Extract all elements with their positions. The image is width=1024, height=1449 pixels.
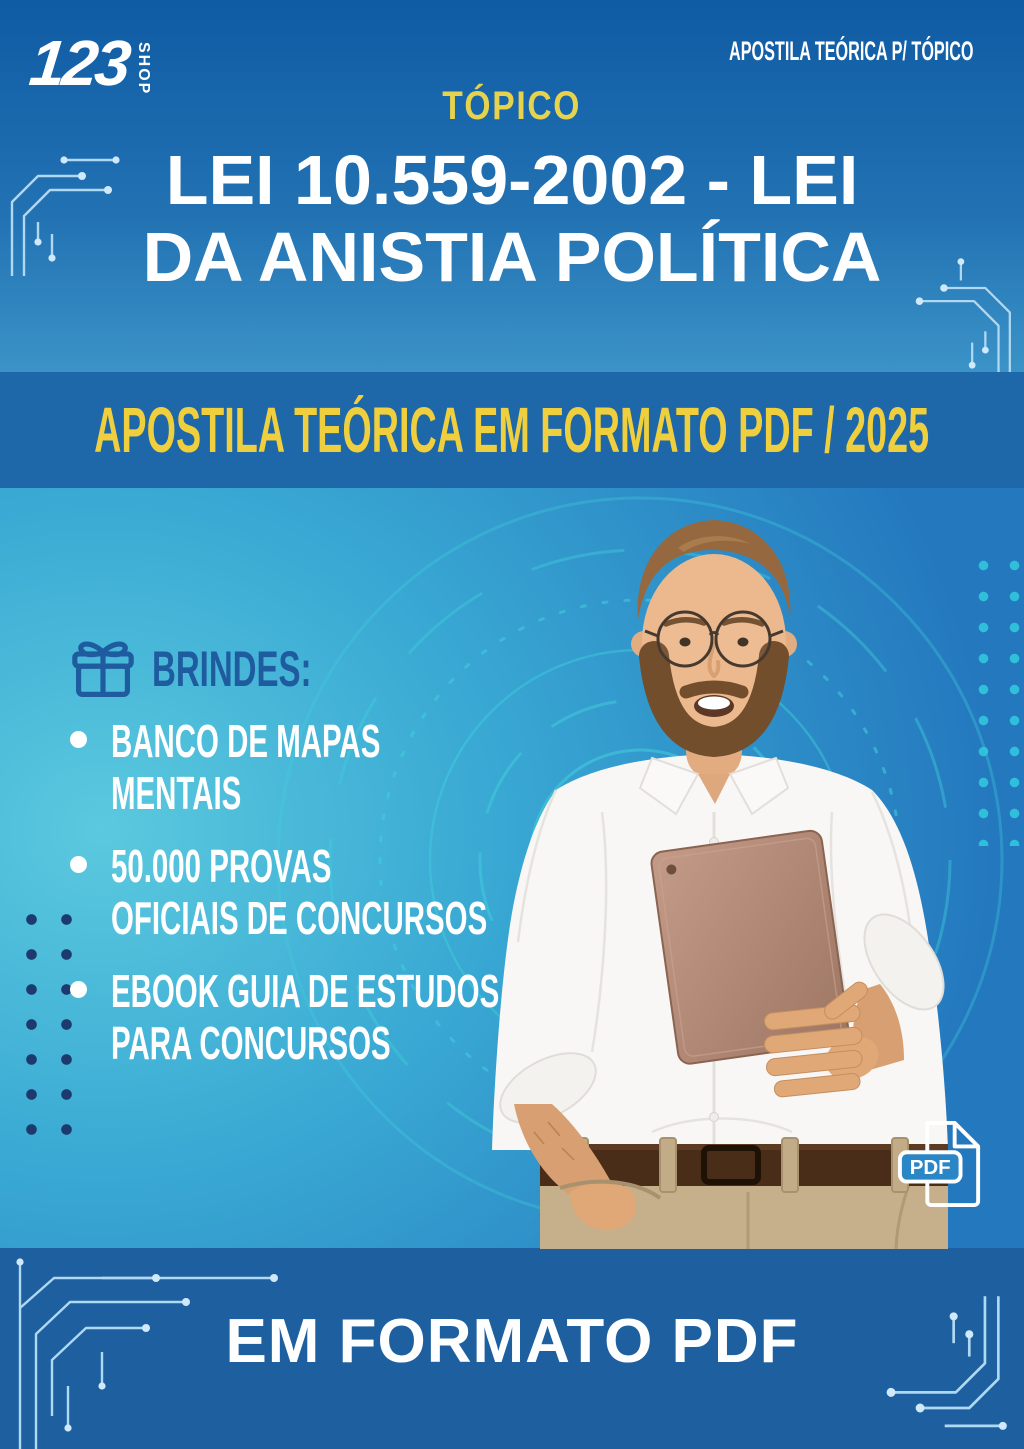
brindes-header xyxy=(70,638,394,700)
pdf-icon-label: PDF xyxy=(909,1155,951,1179)
kicker-topico: TÓPICO xyxy=(442,84,582,128)
brindes-heading: BRINDES: xyxy=(152,641,312,697)
brindes-list xyxy=(70,716,718,1069)
list-item-label: BANCO DE MAPAS MENTAIS xyxy=(111,715,381,819)
logo-number: 123 xyxy=(26,27,132,99)
bullet-dot-icon xyxy=(70,856,87,873)
subtitle-banner-text: APOSTILA TEÓRICA EM FORMATO PDF / 2025 xyxy=(94,394,930,466)
list-item-label: 50.000 PROVAS OFICIAIS DE CONCURSOS xyxy=(111,840,488,944)
title-line-2: DA ANISTIA POLÍTICA xyxy=(142,218,882,296)
list-item-label: EBOOK GUIA DE ESTUDOS PARA CONCURSOS xyxy=(111,965,500,1069)
pdf-file-icon xyxy=(896,1116,984,1212)
page-title xyxy=(0,142,1024,296)
logo-shop-label: SHOP xyxy=(135,42,152,96)
title-line-1: LEI 10.559-2002 - LEI xyxy=(165,141,859,219)
list-item xyxy=(70,966,718,1069)
list-item xyxy=(70,841,718,944)
bullet-dot-icon xyxy=(70,981,87,998)
bullet-dot-icon xyxy=(70,731,87,748)
footer-text: EM FORMATO PDF xyxy=(225,1307,799,1376)
header-tagline: APOSTILA TEÓRICA P/ TÓPICO xyxy=(729,36,974,66)
subtitle-banner xyxy=(0,372,1024,488)
gift-icon xyxy=(70,638,136,700)
list-item xyxy=(70,716,718,819)
